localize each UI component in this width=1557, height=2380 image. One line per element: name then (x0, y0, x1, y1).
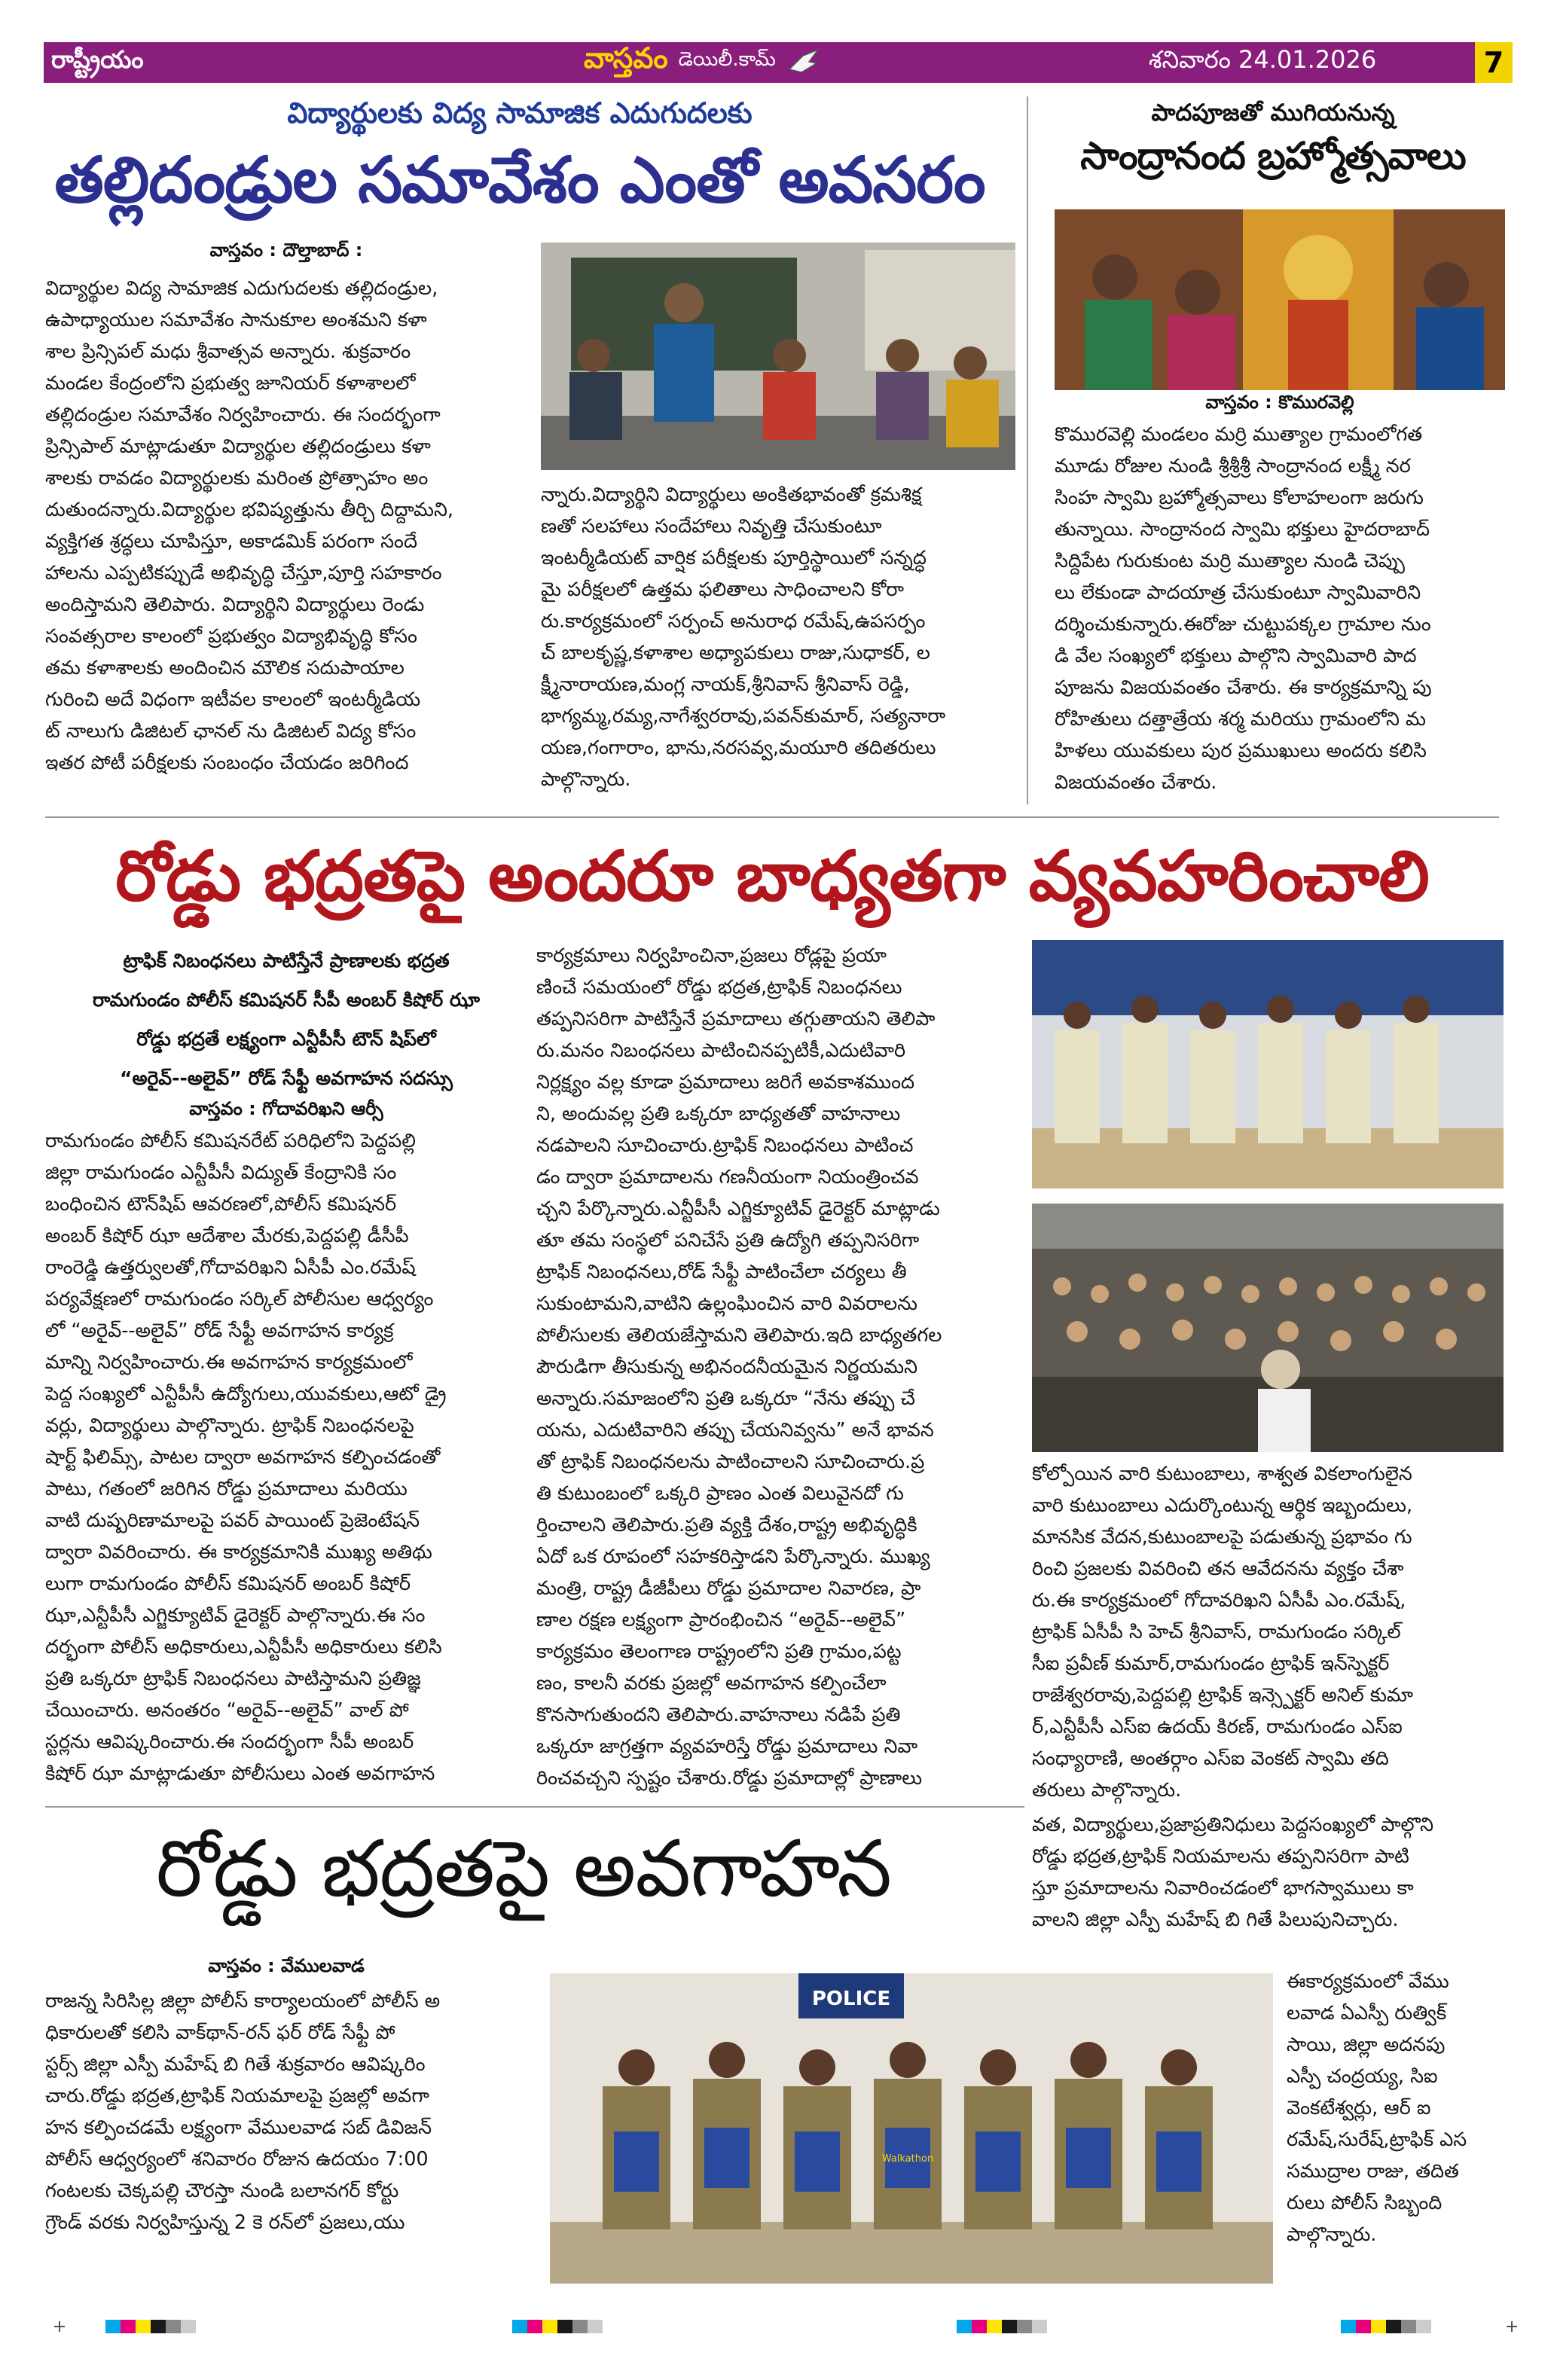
color-swatch (151, 2320, 166, 2333)
registration-mark-left (54, 2321, 65, 2332)
color-swatch (987, 2320, 1002, 2333)
color-swatch (957, 2320, 972, 2333)
print-color-bar (105, 2320, 196, 2333)
registration-mark-right (1507, 2321, 1517, 2332)
color-swatch (512, 2320, 527, 2333)
color-swatch (1416, 2320, 1431, 2333)
story1-col1: విద్యార్థుల విద్య సామాజిక ఎదుగుదలకు తల్లిదండ్రుల, ఉపాధ్యాయుల సమావేశం సానుకూల అంశమని కళా శాల ప్రిన్సిపల్ మధు శ్రీవాత్సవ అన్నారు. శుక్రవారం మండల కేంద్రంలోని ప్రభుత్వ జూనియర్ కళాశాలలో తల్లిదండ్రుల సమావేశం నిర్వహించారు. ఈ సందర్భంగా ప్రిన్సిపాల్ మాట్లాడుతూ విద్యార్థుల తల్లిదండ్రులు కళా శాలకు రావడం విద్యార్థులకు మరింత ప్రోత్సాహం అం దుతుందన్నారు.విద్యార్థుల భవిష్యత్తును తీర్చి దిద్దామని, వ్యక్తిగత శ్రద్ధలు చూపిస్తూ, అకాడమిక్ పరంగా సందే హాలను ఎప్పటికప్పుడే అభివృద్ధి చేస్తూ,పూర్తి సహకారం అందిస్తామని తెలిపారు. విద్యార్థిని విద్యార్థులు రెండు సంవత్సరాల కాలంలో ప్రభుత్వం విద్యాభివృద్ధి కోసం తమ కళాశాలకు అందించిన మౌలిక సదుపాయాల గురించి అదే విధంగా ఇటీవల కాలంలో ఇంటర్మీడియ ట్ నాలుగు డిజిటల్ ఛానల్ ను డిజిటల్ విద్య కోసం ఇతర పోటీ పరీక్షలకు సంబంధం చేయడం జరిగింద (45, 277, 453, 774)
story1-headline: తల్లిదండ్రుల సమావేశం ఎంతో అవసరం (54, 143, 985, 217)
story4-photo (550, 1973, 1273, 2284)
color-swatch (105, 2320, 121, 2333)
story3-subhead-1: ట్రాఫిక్ నిబంధనలు పాటిస్తేనే ప్రాణాలకు భద్రత (123, 950, 450, 972)
color-swatch (557, 2320, 572, 2333)
color-swatch (972, 2320, 987, 2333)
color-swatch (1017, 2320, 1032, 2333)
story1-photo (541, 243, 1015, 470)
issue-date: శనివారం 24.01.2026 (1149, 45, 1377, 74)
story3-dateline: వాస్తవం : గోదావరిఖని ఆర్సీ (189, 1098, 383, 1119)
section-divider-2 (45, 1806, 1024, 1808)
story3-col2: కార్యక్రమాలు నిర్వహించినా,ప్రజలు రోడ్లపై ప్రయా ణించే సమయంలో రోడ్డు భద్రత,ట్రాఫిక్ నిబంధనలు తప్పనిసరిగా పాటిస్తేనే ప్రమాదాలు తగ్గుతాయని తెలిపా రు.మనం నిబంధనలు పాటించినప్పటికీ,ఎదుటివారి నిర్లక్ష్యం వల్ల కూడా ప్రమాదాలు జరిగే అవకాశముంద ని, అందువల్ల ప్రతి ఒక్కరూ బాధ్యతతో వాహనాలు నడపాలని సూచించారు.ట్రాఫిక్ నిబంధనలు పాటించ డం ద్వారా ప్రమాదాలను గణనీయంగా నియంత్రించవ చ్చని పేర్కొన్నారు.ఎన్టీపీసీ ఎగ్జిక్యూటివ్ డైరెక్టర్ మాట్లాడు తూ తమ సంస్థలో పనిచేసే ప్రతి ఉద్యోగి తప్పనిసరిగా ట్రాఫిక్ నిబంధనలు,రోడ్ సేఫ్టీ పాటించేలా చర్యలు తీ సుకుంటామని,వాటిని ఉల్లంఘించిన వారి వివరాలను పోలీసులకు తెలియజేస్తామని తెలిపారు.ఇది బాధ్యతగల పౌరుడిగా తీసుకున్న అభినందనీయమైన నిర్ణయమని అన్నారు.సమాజంలోని ప్రతి ఒక్కరూ “నేను తప్పు చే యను, ఎదుటివారిని తప్పు చేయనివ్వను” అనే భావన తో ట్రాఫిక్ నిబంధనలను పాటించాలని సూచించారు.ప్ర తి కుటుంబంలో ఒక్కరి ప్రాణం ఎంత విలువైనదో గు ర్తించాలని తెలిపారు.ప్రతి వ్యక్తి దేశం,రాష్ట్ర అభివృద్ధికి ఏదో ఒక రూపంలో సహకరిస్తాడని పేర్కొన్నారు. ముఖ్య మంత్రి, రాష్ట్ర డీజీపీలు రోడ్డు ప్రమాదాల నివారణ, ప్రా ణాల రక్షణ లక్ష్యంగా ప్రారంభించిన “అరైవ్--అలైవ్” కార్యక్రమం తెలంగాణ రాష్ట్రంలోని ప్రతి గ్రామం,పట్ట ణం, కాలనీ వరకు ప్రజల్లో అవగాహన కల్పించేలా కొనసాగుతుందని తెలిపారు.వాహనాలు నడిపే ప్రతి ఒక్కరూ జాగ్రత్తగా వ్యవహరిస్తే రోడ్డు ప్రమాదాలు నివా రించవచ్చని స్పష్టం చేశారు.రోడ్డు ప్రమాదాల్లో ప్రాణాలు (536, 944, 942, 1790)
color-swatch (542, 2320, 557, 2333)
color-swatch (181, 2320, 196, 2333)
paper-name: వాస్తవం (584, 41, 668, 75)
story3-photo-2 (1032, 1204, 1504, 1452)
bird-logo-icon (786, 47, 821, 77)
color-swatch (527, 2320, 542, 2333)
color-swatch (1341, 2320, 1356, 2333)
print-color-bar (512, 2320, 603, 2333)
color-swatch (121, 2320, 136, 2333)
story2-body: కొమురవెల్లి మండలం మర్రి ముత్యాల గ్రామంలోగత మూడు రోజుల నుండి శ్రీశ్రీశ్రీ సాంద్రానంద లక్ష్మీ నర సింహ స్వామి బ్రహ్మోత్సవాలు కోలాహలంగా జరుగు తున్నాయి. సాంద్రానంద స్వామి భక్తులు హైదరాబాద్ సిద్దిపేట గురుకుంట మర్రి ముత్యాల నుండి చెప్పు లు లేకుండా పాదయాత్ర చేసుకుంటూ స్వామివారిని దర్శించుకున్నారు.ఈరోజు చుట్టుపక్కల గ్రామాల నుం డి వేల సంఖ్యలో భక్తులు పాల్గొని స్వామివారి పాద పూజను విజయవంతం చేశారు. ఈ కార్యక్రమాన్ని పు రోహితులు దత్తాత్రేయ శర్మ మరియు గ్రామంలోని మ హిళలు యువకులు పుర ప్రముఖులు అందరు కలిసి విజయవంతం చేశారు. (1055, 423, 1432, 794)
story3-col1: రామగుండం పోలీస్ కమిషనరేట్ పరిధిలోని పెద్దపల్లి జిల్లా రామగుండం ఎన్టీపీసీ విద్యుత్ కేంద్రానికి సం బంధించిన టౌన్‌షిప్ ఆవరణలో,పోలీస్ కమిషనర్ అంబర్ కిషోర్ ఝా ఆదేశాల మేరకు,పెద్దపల్లి డీసీపీ రాంరెడ్డి ఉత్తర్వులతో,గోదావరిఖని ఏసీపీ ఎం.రమేష్ పర్యవేక్షణలో రామగుండం సర్కిల్ పోలీసుల ఆధ్వర్యం లో “అరైవ్--అలైవ్” రోడ్ సేఫ్టీ అవగాహన కార్యక్ర మాన్ని నిర్వహించారు.ఈ అవగాహన కార్యక్రమంలో పెద్ద సంఖ్యలో ఎన్టీపీసీ ఉద్యోగులు,యువకులు,ఆటో డ్రై వర్లు, విద్యార్థులు పాల్గొన్నారు. ట్రాఫిక్ నిబంధనలపై షార్ట్ ఫిలిమ్స్, పాటల ద్వారా అవగాహన కల్పించడంతో పాటు, గతంలో జరిగిన రోడ్డు ప్రమాదాలు మరియు వాటి దుష్పరిణామాలపై పవర్ పాయింట్ ప్రెజెంటేషన్ ద్వారా వివరించారు. ఈ కార్యక్రమానికి ముఖ్య అతిథు లుగా రామగుండం పోలీస్ కమిషనర్ అంబర్ కిషోర్ ఝా,ఎన్టీపీసీ ఎగ్జిక్యూటివ్ డైరెక్టర్ పాల్గొన్నారు.ఈ సం దర్భంగా పోలీస్ అధికారులు,ఎన్టీపీసీ అధికారులు కలిసి ప్రతి ఒక్కరూ ట్రాఫిక్ నిబంధనలు పాటిస్తామని ప్రతిజ్ఞ చేయించారు. అనంతరం “అరైవ్--అలైవ్” వాల్ పో స్టర్లను ఆవిష్కరించారు.ఈ సందర్భంగా సీపీ అంబర్ కిషోర్ ఝా మాట్లాడుతూ పోలీసులు ఎంత అవగాహన (45, 1130, 447, 1785)
page-number: 7 (1475, 42, 1513, 83)
story3-headline: రోడ్డు భద్రతపై అందరూ బాధ్యతగా వ్యవహరించాలి (115, 836, 1429, 917)
story2-kicker: పాదపూజతో ముగియనున్న (1151, 99, 1395, 127)
color-swatch (1371, 2320, 1386, 2333)
print-color-bar (1341, 2320, 1431, 2333)
story2-dateline: వాస్తవం : కొమురవెల్లి (1205, 392, 1354, 413)
story4-col2-bottom: ఈకార్యక్రమంలో వేము లవాడ ఏఎస్పీ రుత్విక్ సాయి, జిల్లా అదనపు ఎస్పీ చంద్రయ్య, సిఐ వెంకటేశ్వర్లు, ఆర్ ఐ రమేష్,సురేష్,ట్రాఫిక్ ఎస సముద్రాల రాజు, తదిత రులు పోలీస్ సిబ్బంది పాల్గొన్నారు. (1287, 1970, 1467, 2246)
color-swatch (1002, 2320, 1017, 2333)
section-divider (45, 816, 1499, 818)
color-swatch (136, 2320, 151, 2333)
website-label: డెయిలీ.కామ్ (678, 48, 776, 71)
masthead-logo (584, 41, 821, 83)
color-swatch (1032, 2320, 1047, 2333)
color-swatch (1356, 2320, 1371, 2333)
story4-col1: రాజన్న సిరిసిల్ల జిల్లా పోలీస్ కార్యాలయంలో పోలీస్ అ ధికారులతో కలిసి వాక్‌థాన్-రన్ ఫర్ రోడ్ సేఫ్టీ పో స్టర్స్ జిల్లా ఎస్పీ మహేష్ బి గితే శుక్రవారం ఆవిష్కరిం చారు.రోడ్డు భద్రత,ట్రాఫిక్ నియమాలపై ప్రజల్లో అవగా హన కల్పించడమే లక్ష్యంగా వేములవాడ సబ్ డివిజన్ పోలీస్ ఆధ్వర్యంలో శనివారం రోజున ఉదయం 7:00 గంటలకు చెక్కపల్లి చౌరస్తా నుండి బలానగర్ కోర్టు గ్రౌండ్ వరకు నిర్వహిస్తున్న 2 కె రన్‌లో ప్రజలు,యు (45, 1990, 441, 2234)
color-swatch (1401, 2320, 1416, 2333)
color-swatch (572, 2320, 588, 2333)
story3-col3: కోల్పోయిన వారి కుటుంబాలు, శాశ్వత వికలాంగులైన వారి కుటుంబాలు ఎదుర్కొంటున్న ఆర్థిక ఇబ్బందులు, మానసిక వేదన,కుటుంబాలపై పడుతున్న ప్రభావం గు రించి ప్రజలకు వివరించి తన ఆవేదనను వ్యక్తం చేశా రు.ఈ కార్యక్రమంలో గోదావరిఖని ఏసీపీ ఎం.రమేష్, ట్రాఫిక్ ఏసీపీ సి హెచ్ శ్రీనివాస్, రామగుండం సర్కిల్ సీఐ ప్రవీణ్ కుమార్,రామగుండం ట్రాఫిక్ ఇన్‌స్పెక్టర్ రాజేశ్వరరావు,పెద్దపల్లి ట్రాఫిక్ ఇన్స్పెక్టర్ అనిల్ కుమా ర్,ఎన్టీపీసీ ఎస్ఐ ఉదయ్ కిరణ్, రామగుండం ఎస్ఐ సంధ్యారాణి, అంతర్గాం ఎస్ఐ వెంకట్ స్వామి తది తరులు పాల్గొన్నారు. (1032, 1463, 1414, 1802)
story4-col2-top: వత, విద్యార్థులు,ప్రజాప్రతినిధులు పెద్దసంఖ్యలో పాల్గొని రోడ్డు భద్రత,ట్రాఫిక్ నియమాలను తప్పనిసరిగా పాటి స్తూ ప్రమాదాలను నివారించడంలో భాగస్వాములు కా వాలని జిల్లా ఎస్పీ మహేష్ బి గితే పిలుపునిచ్చారు. (1032, 1814, 1434, 1931)
story3-subhead-3: రోడ్డు భద్రతే లక్ష్యంగా ఎన్టీపీసీ టౌన్ షిప్‌లో (136, 1028, 436, 1050)
story1-kicker: విద్యార్థులకు విద్య సామాజిక ఎదుగుదలకు (287, 96, 753, 130)
police-sign-text: POLICE (811, 1988, 891, 2010)
print-color-bar (957, 2320, 1047, 2333)
story1-col2: న్నారు.విద్యార్థిని విద్యార్థులు అంకితభావంతో క్రమశిక్ష ణతో సలహాలు సందేహాలు నివృత్తి చేసుకుంటూ ఇంటర్మీడియట్ వార్షిక పరీక్షలకు పూర్తిస్థాయిలో సన్నద్ధ మై పరీక్షలలో ఉత్తమ ఫలితాలు సాధించాలని కోరా రు.కార్యక్రమంలో సర్పంచ్ అనురాధ రమేష్,ఉపసర్పం చ్ బాలకృష్ణ,కళాశాల అధ్యాపకులు రాజు,సుధాకర్, ల క్ష్మీనారాయణ,మంగ్ల నాయక్,శ్రీనివాస్ శ్రీనివాస్ రెడ్డి, భాగ్యమ్మ,రమ్య,నాగేశ్వరరావు,పవన్‌కుమార్, సత్యనారా యణ,గంగారాం, భాను,నరసవ్వ,మయూరి తదితరులు పాల్గొన్నారు. (541, 484, 946, 791)
story3-subheads (45, 941, 527, 1098)
story3-photo-1 (1032, 940, 1504, 1188)
story3-subhead-2: రామగుండం పోలీస్ కమిషనర్ సీపీ అంబర్ కిషోర్ ఝా (92, 989, 481, 1011)
story1-dateline: వాస్తవం : దౌల్తాబాద్ : (209, 240, 363, 261)
story2-headline: సాంద్రానంద బ్రహ్మోత్సవాలు (1080, 134, 1466, 178)
story4-dateline: వాస్తవం : వేములవాడ (208, 1955, 365, 1976)
color-swatch (166, 2320, 181, 2333)
color-swatch (588, 2320, 603, 2333)
section-label: రాష్ట్రీయం (51, 45, 144, 74)
story4-headline: రోడ్డు భద్రతపై అవగాహన (155, 1823, 891, 1915)
story3-subhead-4: “అరైవ్--అలైవ్” రోడ్ సేఫ్టీ అవగాహన సదస్సు (120, 1067, 453, 1089)
color-swatch (1386, 2320, 1401, 2333)
column-divider (1027, 96, 1028, 804)
walkathon-poster-text: Walkathon (881, 2153, 934, 2165)
story2-photo (1055, 209, 1505, 390)
